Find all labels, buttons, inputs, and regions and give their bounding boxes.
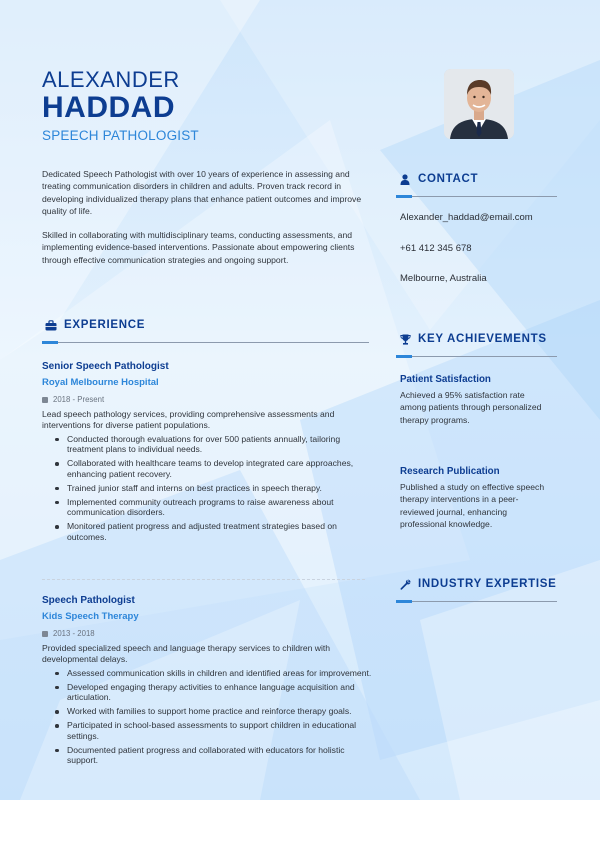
last-name: HADDAD [42, 91, 175, 124]
expertise-heading [398, 577, 557, 591]
expertise-rule [396, 601, 557, 602]
list-item: Implemented community outreach programs to raise awareness about communication disorders. [42, 497, 372, 518]
job-description: Lead speech pathology services, providing comprehensive assessments and interventions for diverse patient populations. [42, 409, 335, 431]
contact-phone[interactable]: +61 412 345 678 [400, 243, 472, 254]
job-title: SPEECH PATHOLOGIST [42, 128, 199, 143]
contact-heading-label: CONTACT [418, 173, 479, 185]
job-role: Senior Speech Pathologist [42, 361, 169, 372]
job-bullets [42, 434, 372, 543]
achievement-item [400, 466, 550, 530]
experience-heading-label: EXPERIENCE [64, 319, 146, 331]
job-employer: Kids Speech Therapy [42, 611, 139, 622]
contact-email[interactable]: Alexander_haddad@email.com [400, 212, 533, 223]
experience-rule [42, 342, 369, 343]
profile-photo [444, 69, 514, 139]
achievements-heading-label: KEY ACHIEVEMENTS [418, 333, 547, 345]
job-entry [42, 361, 372, 546]
contact-heading [398, 172, 478, 186]
job-dates-text: 2018 - Present [53, 395, 105, 404]
list-item: Developed engaging therapy activities to enhance language acquisition and articulation. [42, 682, 372, 703]
job-role: Speech Pathologist [42, 595, 135, 606]
wrench-icon [398, 577, 412, 591]
job-dates-text: 2013 - 2018 [53, 629, 95, 638]
list-item: Conducted thorough evaluations for over 500 patients annually, tailoring treatment plans to individual needs. [42, 434, 372, 455]
achievement-title: Research Publication [400, 466, 500, 477]
achievement-item [400, 374, 550, 426]
job-entry [42, 595, 372, 770]
calendar-icon [42, 631, 48, 637]
list-item: Worked with families to support home practice and reinforce therapy goals. [42, 706, 372, 717]
job-dates [42, 629, 372, 638]
job-divider [42, 579, 365, 580]
list-item: Documented patient progress and collaborated with educators for holistic support. [42, 745, 372, 766]
expertise-heading-label: INDUSTRY EXPERTISE [418, 578, 557, 590]
summary-paragraph: Dedicated Speech Pathologist with over 10 years of experience in assessing and treating communication disorders in children and adults. Proven track record in developing individualized therapy plans that enhance patient outcomes and improve quality of life. [42, 169, 362, 216]
contact-location: Melbourne, Australia [400, 273, 487, 284]
list-item: Trained junior staff and interns on best practices in speech therapy. [42, 483, 372, 494]
achievement-title: Patient Satisfaction [400, 374, 491, 385]
trophy-icon [398, 332, 412, 346]
summary-paragraph: Skilled in collaborating with multidisciplinary teams, conducting assessments, and implementing evidence-based interventions. Passionate about empowering clients through effective communication strategies and ongoing support. [42, 230, 355, 265]
first-name: ALEXANDER [42, 67, 180, 92]
briefcase-icon [44, 318, 58, 332]
experience-heading [44, 318, 145, 332]
list-item: Assessed communication skills in children and identified areas for improvement. [42, 668, 372, 679]
achievements-rule [396, 356, 557, 357]
person-icon [398, 172, 412, 186]
contact-rule [396, 196, 557, 197]
job-bullets [42, 668, 372, 766]
list-item: Participated in school-based assessments to support children in educational settings. [42, 720, 372, 741]
list-item: Collaborated with healthcare teams to develop integrated care approaches, enhancing patient recovery. [42, 458, 372, 479]
list-item: Monitored patient progress and adjusted treatment strategies based on outcomes. [42, 521, 372, 542]
job-description: Provided specialized speech and language therapy services to children with developmental delays. [42, 643, 331, 665]
job-employer: Royal Melbourne Hospital [42, 377, 159, 388]
achievements-heading [398, 332, 547, 346]
achievement-description: Published a study on effective speech therapy interventions in a peer-reviewed journal, enhancing professional knowledge. [400, 482, 545, 529]
achievement-description: Achieved a 95% satisfaction rate among patients through personalized therapy programs. [400, 390, 542, 425]
calendar-icon [42, 397, 48, 403]
job-dates [42, 395, 372, 404]
